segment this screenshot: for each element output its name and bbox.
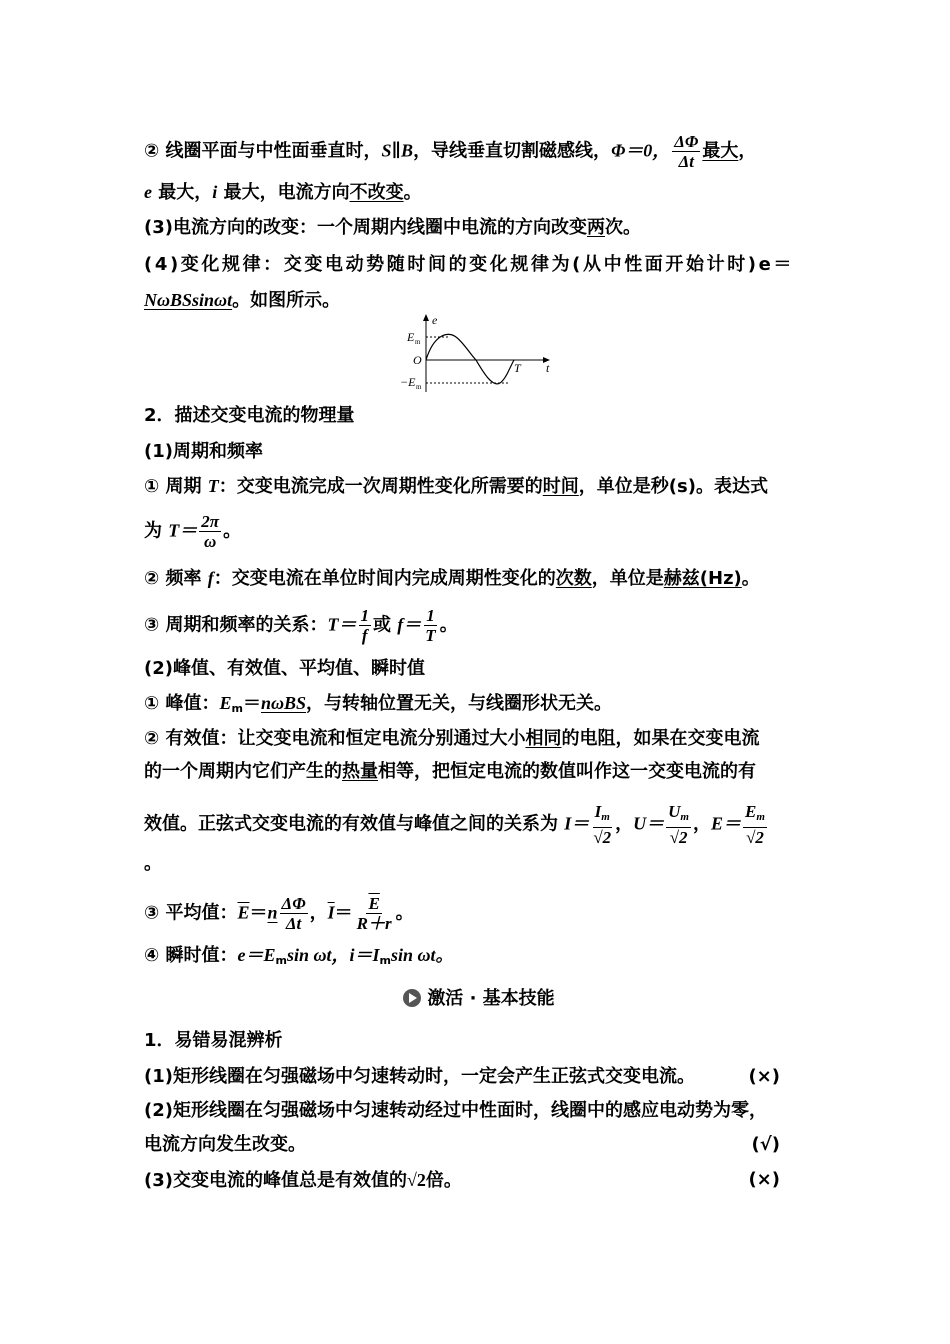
svg-text:m: m [416, 383, 422, 391]
section-header-basic-skills: 激活 · 基本技能 [144, 984, 814, 1010]
judgement-item-2-cont: 电流方向发生改变。 (√) [144, 1134, 780, 1155]
para-direction-change: (3)电流方向的改变：一个周期内线圈中电流的方向改变两次。 [144, 217, 641, 238]
play-icon [403, 989, 421, 1007]
axis-t-label: t [546, 361, 550, 375]
para-frequency: ② 频率 f：交变电流在单位时间内完成周期性变化的次数，单位是赫兹(Hz)。 [144, 568, 760, 589]
para-effective-2: 的一个周期内它们产生的热量相等，把恒定电流的数值叫作这一交变电流的有 [144, 761, 756, 782]
para-effective-end: 。 [144, 853, 162, 874]
para-effective-3: 效值。正弦式交变电流的有效值与峰值之间的关系为 I＝ $\frac{I_m}{√2}$ ，U＝ $\frac{U_m}{√2}$ ，E＝ $\frac{E_m}{√2}$ [144, 802, 765, 847]
heading-physical-quantities: 2．描述交变电流的物理量 [144, 405, 355, 426]
para-neutral-perpendicular: ② 线圈平面与中性面垂直时，S∥B，导线垂直切割磁感线，Φ＝0， $\frac{\Delta\Phi}{\Delta t}$ 最大， [144, 132, 757, 171]
para-peak: ① 峰值：$E_m=n\omega BS$，与转轴位置无关，与线圈形状无关。 [144, 693, 613, 715]
em-label: E [407, 330, 415, 344]
heading-period-frequency: (1)周期和频率 [144, 441, 263, 462]
judgement-item-2: (2)矩形线圈在匀强磁场中匀速转动经过中性面时，线圈中的感应电动势为零， [144, 1100, 767, 1121]
flux-rate-fraction: $\frac{\Delta\Phi}{\Delta t}$ [674, 132, 699, 171]
judgement-item-1: (1)矩形线圈在匀强磁场中匀速转动时，一定会产生正弦式交变电流。 (×) [144, 1066, 780, 1087]
para-period-formula: 为 T＝ $\frac{2\pi}{\omega}$ 。 [144, 512, 242, 551]
para-period: ① 周期 T：交变电流完成一次周期性变化所需要的时间，单位是秒(s)。表达式 [144, 476, 768, 497]
heading-values: (2)峰值、有效值、平均值、瞬时值 [144, 658, 425, 679]
svg-text:m: m [415, 338, 421, 346]
para-variation-formula: NωBSsinωt。如图所示。 [144, 290, 341, 311]
period-label: T [514, 361, 521, 375]
para-effective-1: ② 有效值：让交变电流和恒定电流分别通过大小相同的电阻，如果在交变电流 [144, 728, 760, 749]
para-current-direction: e 最大，i 最大，电流方向不改变。 [144, 182, 422, 203]
para-period-frequency-relation: ③ 周期和频率的关系：T＝ $\frac{1}{f}$ 或 f＝ $\frac{1}{T}$ 。 [144, 606, 458, 645]
origin-label: O [413, 353, 422, 367]
para-variation-law: (4)变化规律：交变电动势随时间的变化规律为(从中性面开始计时)e＝ [144, 254, 795, 275]
sine-wave-graph [400, 312, 560, 394]
heading-error-analysis: 1．易错易混辨析 [144, 1030, 283, 1051]
neg-em-label: −E [400, 375, 416, 389]
axis-e-label: e [432, 313, 438, 327]
judgement-item-3: (3)交变电流的峰值总是有效值的√2倍。 (×) [144, 1169, 780, 1191]
para-average: ③ 平均值：$\overline{E}=n$ $\frac{\Delta\Phi}{\Delta t}$ ，$\overline{I}=$ $\frac{\overline{E}}{R+r}$ 。 [144, 894, 414, 933]
para-instantaneous: ④ 瞬时值：$e=E_m\sin$ ωt，$i=I_m\sin$ ωt。 [144, 945, 454, 967]
